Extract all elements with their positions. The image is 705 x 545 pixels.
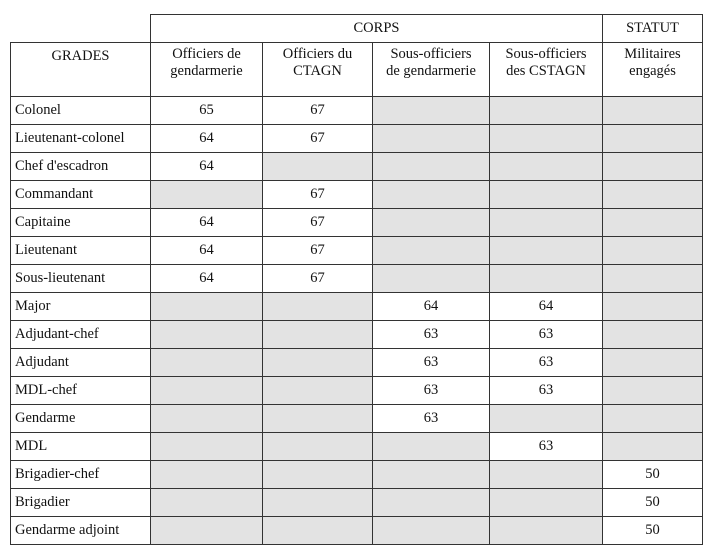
empty-cell	[263, 153, 373, 181]
group-header-corps: CORPS	[151, 15, 603, 43]
column-header-militaires-engages: Militaires engagés	[603, 43, 703, 97]
grade-cell: Brigadier	[11, 489, 151, 517]
empty-cell	[151, 517, 263, 545]
age-limit-cell: 64	[151, 265, 263, 293]
empty-cell	[151, 293, 263, 321]
empty-cell	[373, 517, 490, 545]
empty-cell	[151, 321, 263, 349]
table-row	[11, 97, 703, 125]
empty-cell	[151, 405, 263, 433]
grade-cell: Adjudant-chef	[11, 321, 151, 349]
empty-cell	[490, 153, 603, 181]
table-row	[11, 209, 703, 237]
grade-cell: MDL	[11, 433, 151, 461]
table-row	[11, 321, 703, 349]
table-body	[11, 97, 703, 545]
empty-cell	[603, 405, 703, 433]
empty-cell	[603, 97, 703, 125]
grade-cell: Adjudant	[11, 349, 151, 377]
age-limit-cell: 63	[490, 377, 603, 405]
empty-cell	[603, 433, 703, 461]
empty-cell	[263, 461, 373, 489]
age-limit-cell: 64	[490, 293, 603, 321]
empty-cell	[490, 265, 603, 293]
empty-cell	[263, 377, 373, 405]
table-row	[11, 405, 703, 433]
age-limit-cell: 63	[373, 349, 490, 377]
empty-cell	[373, 265, 490, 293]
age-limit-cell: 50	[603, 517, 703, 545]
age-limit-cell: 67	[263, 265, 373, 293]
empty-cell	[373, 433, 490, 461]
empty-cell	[603, 349, 703, 377]
grade-cell: Chef d'escadron	[11, 153, 151, 181]
table-row	[11, 461, 703, 489]
table-row	[11, 153, 703, 181]
empty-cell	[490, 489, 603, 517]
empty-cell	[603, 321, 703, 349]
age-limit-cell: 67	[263, 181, 373, 209]
empty-cell	[151, 349, 263, 377]
age-limit-cell: 63	[373, 321, 490, 349]
table-row	[11, 125, 703, 153]
empty-cell	[603, 265, 703, 293]
grade-cell: Brigadier-chef	[11, 461, 151, 489]
empty-cell	[490, 181, 603, 209]
table-row	[11, 377, 703, 405]
age-limit-cell: 50	[603, 461, 703, 489]
empty-cell	[490, 209, 603, 237]
grade-cell: MDL-chef	[11, 377, 151, 405]
empty-cell	[373, 153, 490, 181]
empty-cell	[263, 349, 373, 377]
grade-cell: Capitaine	[11, 209, 151, 237]
empty-cell	[373, 209, 490, 237]
empty-cell	[263, 433, 373, 461]
empty-cell	[490, 461, 603, 489]
empty-cell	[603, 377, 703, 405]
age-limit-cell: 63	[490, 349, 603, 377]
empty-cell	[603, 125, 703, 153]
empty-cell	[490, 237, 603, 265]
table-row	[11, 181, 703, 209]
age-limit-cell: 50	[603, 489, 703, 517]
table-row	[11, 237, 703, 265]
empty-cell	[151, 181, 263, 209]
grades-header: GRADES	[11, 43, 151, 97]
age-limit-cell: 63	[490, 433, 603, 461]
empty-cell	[373, 97, 490, 125]
age-limit-cell: 64	[151, 125, 263, 153]
table-row	[11, 489, 703, 517]
empty-cell	[263, 489, 373, 517]
grade-cell: Commandant	[11, 181, 151, 209]
grade-cell: Gendarme adjoint	[11, 517, 151, 545]
empty-cell	[263, 517, 373, 545]
age-limit-cell: 67	[263, 125, 373, 153]
empty-cell	[151, 489, 263, 517]
empty-cell	[263, 293, 373, 321]
age-limit-cell: 63	[373, 405, 490, 433]
column-header-officiers-ctagn: Officiers du CTAGN	[263, 43, 373, 97]
age-limit-cell: 67	[263, 209, 373, 237]
grade-cell: Gendarme	[11, 405, 151, 433]
grade-cell: Sous-lieutenant	[11, 265, 151, 293]
empty-cell	[263, 405, 373, 433]
grade-cell: Lieutenant	[11, 237, 151, 265]
empty-cell	[151, 377, 263, 405]
empty-cell	[603, 209, 703, 237]
grade-cell: Lieutenant-colonel	[11, 125, 151, 153]
grade-cell: Major	[11, 293, 151, 321]
age-limit-cell: 63	[490, 321, 603, 349]
empty-cell	[263, 321, 373, 349]
age-limit-cell: 63	[373, 377, 490, 405]
table-row	[11, 433, 703, 461]
age-limit-cell: 64	[373, 293, 490, 321]
empty-cell	[151, 461, 263, 489]
empty-cell	[603, 293, 703, 321]
group-header-statut: STATUT	[603, 15, 703, 43]
empty-cell	[603, 153, 703, 181]
empty-cell	[373, 125, 490, 153]
empty-cell	[373, 181, 490, 209]
age-limit-cell: 67	[263, 97, 373, 125]
table-row	[11, 265, 703, 293]
column-header-officiers-gendarmerie: Officiers de gendarmerie	[151, 43, 263, 97]
empty-cell	[373, 237, 490, 265]
age-limit-cell: 65	[151, 97, 263, 125]
empty-cell	[490, 517, 603, 545]
empty-cell	[603, 181, 703, 209]
age-limit-cell: 64	[151, 209, 263, 237]
age-limit-cell: 64	[151, 237, 263, 265]
table-row	[11, 349, 703, 377]
table-row	[11, 517, 703, 545]
corner-blank	[11, 15, 151, 43]
age-limit-cell: 64	[151, 153, 263, 181]
empty-cell	[490, 125, 603, 153]
grade-cell: Colonel	[11, 97, 151, 125]
empty-cell	[603, 237, 703, 265]
empty-cell	[151, 433, 263, 461]
column-header-sous-officiers-gendarmerie: Sous-officiers de gendarmerie	[373, 43, 490, 97]
empty-cell	[373, 461, 490, 489]
empty-cell	[490, 405, 603, 433]
empty-cell	[490, 97, 603, 125]
column-header-sous-officiers-cstagn: Sous-officiers des CSTAGN	[490, 43, 603, 97]
age-limit-cell: 67	[263, 237, 373, 265]
table-row	[11, 293, 703, 321]
age-limits-table	[10, 14, 703, 545]
empty-cell	[373, 489, 490, 517]
